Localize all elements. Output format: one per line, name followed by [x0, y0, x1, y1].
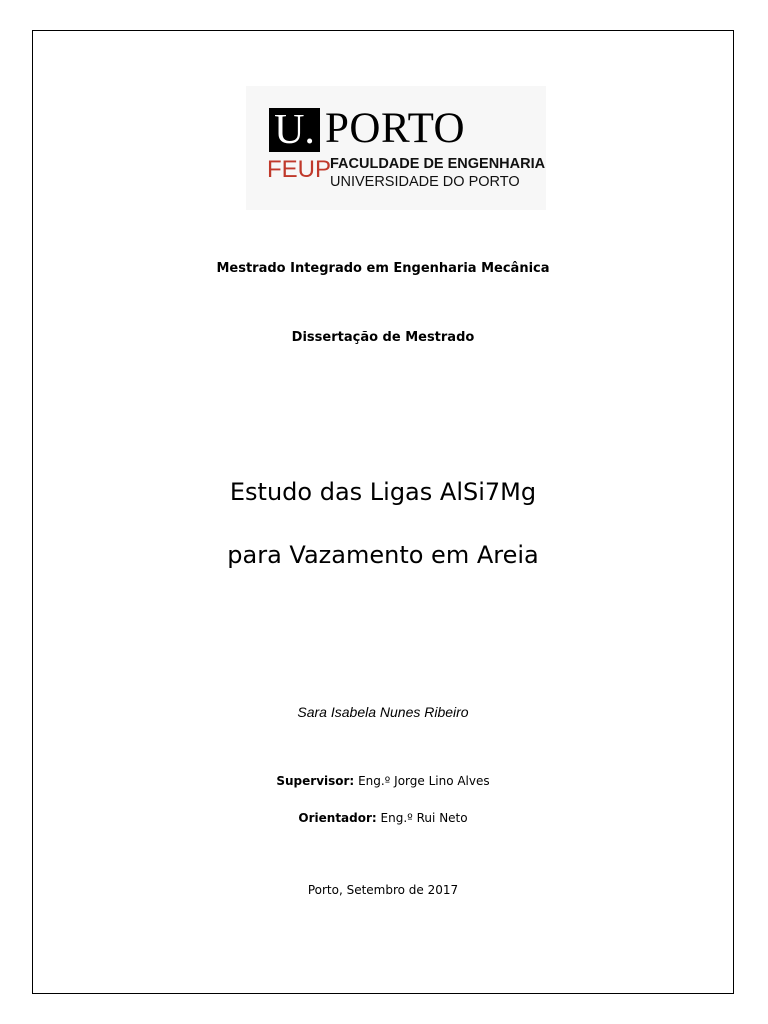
- place-date: Porto, Setembro de 2017: [307, 883, 459, 897]
- supervisor-label: Supervisor:: [276, 774, 355, 788]
- thesis-title-line-2: para Vazamento em Areia: [227, 541, 539, 569]
- logo-u-mark: U.: [269, 108, 320, 152]
- orientador-name: Eng.º Rui Neto: [380, 811, 468, 825]
- author-name: Sara Isabela Nunes Ribeiro: [297, 704, 469, 720]
- supervisor-line: [32, 774, 734, 788]
- supervisor-name: Eng.º Jorge Lino Alves: [358, 774, 490, 788]
- program-name: Mestrado Integrado em Engenharia Mecânica: [216, 261, 550, 276]
- logo-porto-text: PORTO: [325, 105, 466, 152]
- thesis-title-line-1: Estudo das Ligas AlSi7Mg: [229, 478, 537, 506]
- orientador-line: [32, 811, 734, 825]
- university-logo: [246, 86, 546, 210]
- logo-faculdade-text: FACULDADE DE ENGENHARIA: [330, 156, 546, 172]
- document-type: Dissertação de Mestrado: [291, 330, 475, 345]
- logo-universidade-text: UNIVERSIDADE DO PORTO: [330, 174, 520, 190]
- logo-feup-text: FEUP: [267, 156, 332, 183]
- orientador-label: Orientador:: [298, 811, 377, 825]
